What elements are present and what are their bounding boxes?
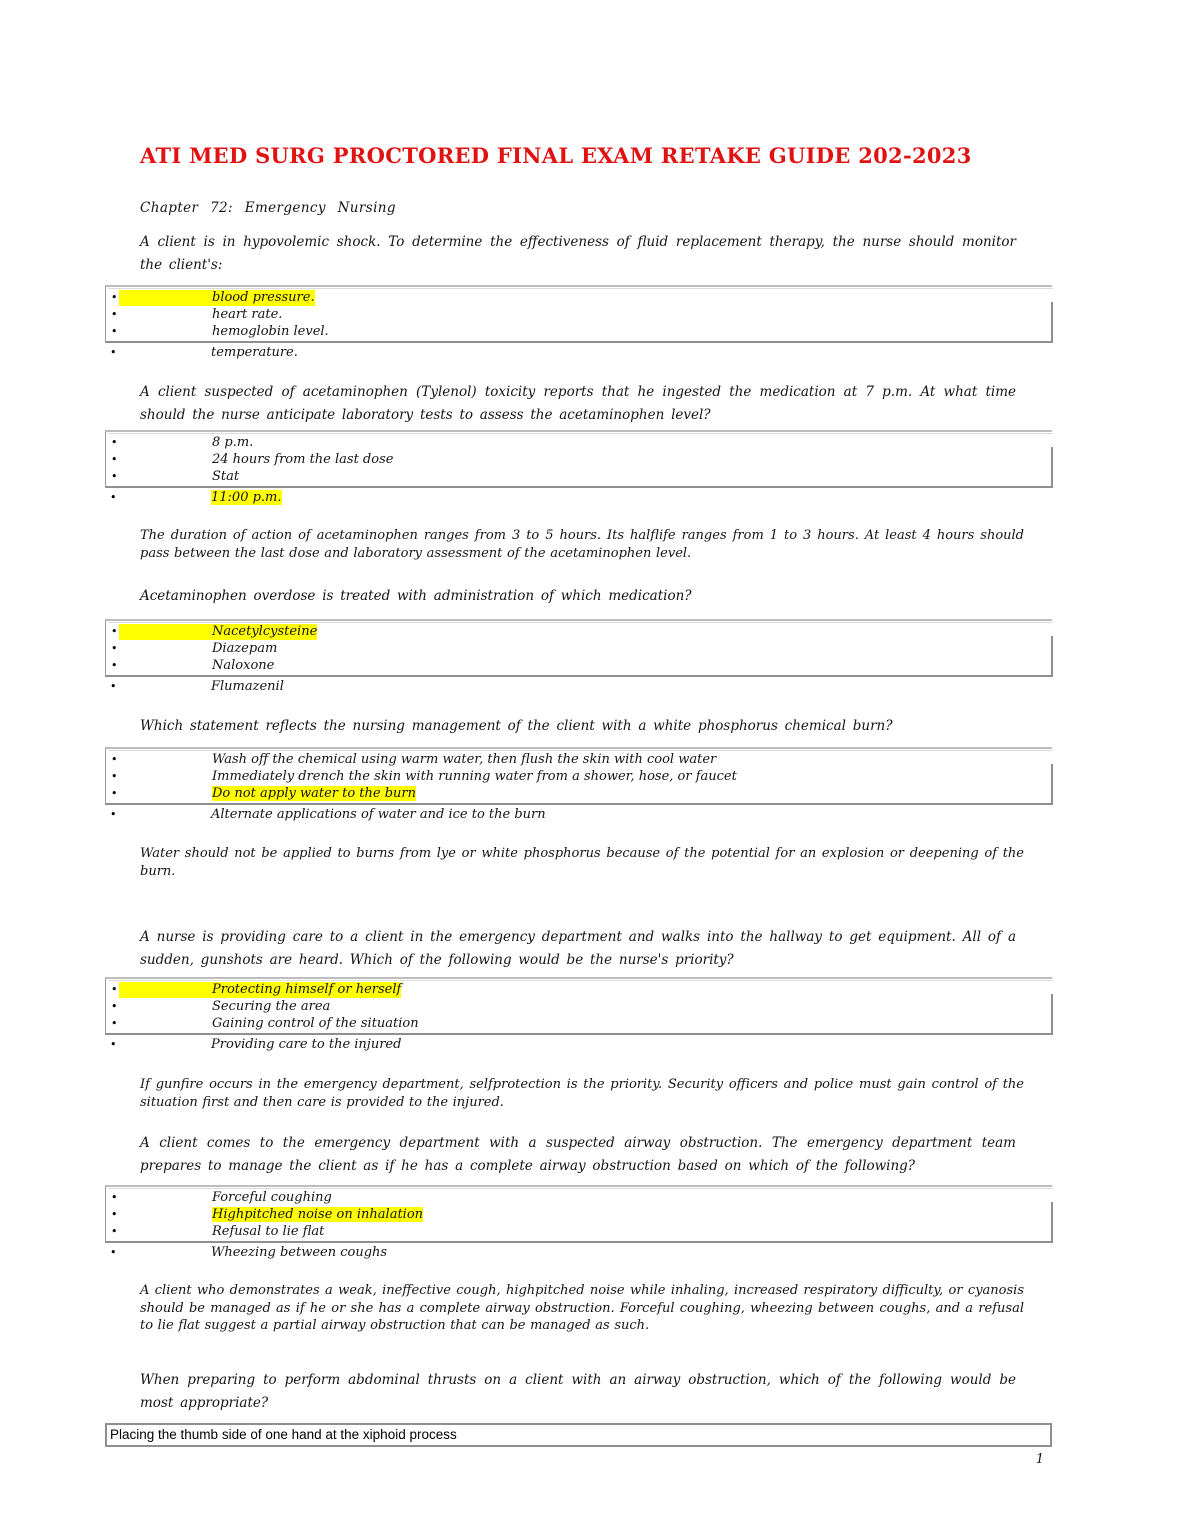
answer-box [105,1423,1052,1447]
answer-option [106,657,1052,674]
options-box [105,619,1052,677]
bullet-icon: • [111,787,118,800]
option-text: Providing care to the injured [211,1036,402,1052]
option-text: 11:00 p.m. [211,489,282,505]
option-text: Nacetylcysteine [212,623,318,639]
answer-options [105,1185,1052,1261]
bullet-icon: • [111,325,118,338]
bullet-icon: • [110,680,117,693]
answer-options [105,430,1052,506]
options-box [105,977,1052,1035]
page-number: 1 [1035,1452,1044,1467]
answer-option [106,998,1052,1015]
chapter-heading: Chapter 72: Emergency Nursing [140,200,396,216]
option-text: 24 hours from the last dose [212,451,394,467]
bullet-icon: • [110,491,117,504]
option-highlight [119,1207,423,1223]
rationale-text: If gunfire occurs in the emergency department, selfprotection is the priority. Security officers and police must gain control of the situation first and then care is provided to the injured. [140,1077,1024,1110]
answer-option [105,489,1052,506]
option-text: Securing the area [212,998,331,1014]
answer-options [105,977,1052,1053]
bullet-icon: • [111,453,118,466]
question-text: A client suspected of acetaminophen (Tylenol) toxicity reports that he ingested the medication at 7 p.m. At what time should the nurse anticipate laboratory tests to assess the acetaminophen level? [140,384,1016,423]
question-text: A client is in hypovolemic shock. To determine the effectiveness of fluid replacement therapy, the nurse should monitor the client's: [140,234,1016,273]
answer-options [105,619,1052,695]
option-highlight [119,1016,419,1032]
bullet-icon: • [111,1208,118,1221]
option-highlight [119,1190,332,1206]
question-text: When preparing to perform abdominal thrusts on a client with an airway obstruction, which of the following would be most appropriate? [140,1371,1016,1411]
rationale-text: The duration of action of acetaminophen ranges from 3 to 5 hours. Its halflife ranges from 1 to 3 hours. At least 4 hours should pass between the last dose and laboratory assessment of the acetaminophen level. [140,528,1024,561]
option-highlight [119,982,401,998]
option-highlight [119,324,329,340]
option-highlight [119,469,239,485]
bullet-icon: • [111,1225,118,1238]
question-text: A client comes to the emergency department with a suspected airway obstruction. The emergency department team prepares to manage the client as if he has a complete airway obstruction based on which of the following? [140,1135,1016,1174]
option-text: Gaining control of the situation [212,1015,419,1031]
option-text: Flumazenil [211,678,284,694]
question-block [105,1132,1052,1335]
answer-option [106,468,1052,485]
bullet-icon: • [110,808,117,821]
bullet-icon: • [111,625,118,638]
option-text: Do not apply water to the burn [212,785,416,801]
rationale-text: A client who demonstrates a weak, ineffective cough, highpitched noise while inhaling, increased respiratory difficulty, or cyanosis should be managed as if he or she has a complete airway obstruction. Forceful coughing, wheezing between coughs, and a refusal to lie flat suggest a partial airway obstruction that can be managed as such. [140,1283,1024,1333]
bullet-icon: • [111,753,118,766]
option-text: Protecting himself or herself [212,981,402,997]
option-highlight [118,1245,387,1261]
bullet-icon: • [111,1017,118,1030]
option-highlight [119,752,716,768]
document-title: ATI MED SURG PROCTORED FINAL EXAM RETAKE GUIDE 202-2023 [140,143,972,168]
answer-option [106,768,1052,785]
option-highlight [119,452,393,468]
option-highlight [119,1224,324,1240]
bullet-icon: • [111,436,118,449]
options-box [105,430,1052,488]
answer-option [105,1036,1052,1053]
bullet-icon: • [111,470,118,483]
bullet-icon: • [111,983,118,996]
answer-option [106,451,1052,468]
option-highlight [118,345,298,361]
answer-options [105,747,1052,823]
answer-option [106,306,1052,323]
option-text: temperature. [211,344,298,360]
answer-option [106,623,1052,640]
option-text: blood pressure. [212,289,315,305]
answer-option [106,640,1052,657]
option-highlight [118,679,284,695]
question-block [105,926,1052,1111]
bullet-icon: • [111,642,118,655]
answer-option [105,678,1052,695]
answer-option [105,1244,1052,1261]
options-box [105,1185,1052,1243]
option-highlight [119,290,315,306]
question-block [105,1369,1052,1447]
option-highlight [119,999,330,1015]
answer-option [105,344,1052,361]
answer-option [106,981,1052,998]
answer-option [106,751,1052,768]
option-text: Diazepam [212,640,278,656]
question-text: Acetaminophen overdose is treated with administration of which medication? [140,588,692,604]
option-text: Refusal to lie flat [212,1223,325,1239]
option-text: Alternate applications of water and ice to the burn [211,806,546,822]
options-box [105,285,1052,343]
question-block [105,381,1052,562]
option-text: Immediately drench the skin with running water from a shower, hose, or faucet [212,768,737,784]
answer-option [106,785,1052,802]
bullet-icon: • [111,1000,118,1013]
answer-box-text: Placing the thumb side of one hand at the xiphoid process [110,1427,457,1442]
question-block [105,231,1052,361]
bullet-icon: • [110,346,117,359]
option-highlight [119,769,737,785]
option-text: heart rate. [212,306,283,322]
answer-option [106,1206,1052,1223]
options-box [105,747,1052,805]
answer-option [106,323,1052,340]
answer-options [105,285,1052,361]
option-text: Highpitched noise on inhalation [212,1206,424,1222]
bullet-icon: • [110,1038,117,1051]
option-text: Stat [212,468,240,484]
rationale-text: Water should not be applied to burns from lye or white phosphorus because of the potential for an explosion or deepening of the burn. [140,846,1024,879]
option-highlight [118,490,282,506]
bullet-icon: • [111,1191,118,1204]
bullet-icon: • [110,1246,117,1259]
option-text: Forceful coughing [212,1189,332,1205]
option-highlight [119,641,277,657]
question-block [105,585,1052,695]
option-text: hemoglobin level. [212,323,329,339]
answer-option [105,806,1052,823]
option-highlight [119,624,317,640]
bullet-icon: • [111,770,118,783]
question-text: A nurse is providing care to a client in the emergency department and walks into the hallway to get equipment. All of a sudden, gunshots are heard. Which of the following would be the nurse's priority? [140,929,1016,968]
option-highlight [118,1037,401,1053]
option-text: Wash off the chemical using warm water, then flush the skin with cool water [212,751,717,767]
bullet-icon: • [111,291,118,304]
bullet-icon: • [111,659,118,672]
option-highlight [119,658,274,674]
answer-option [106,1015,1052,1032]
bullet-icon: • [111,308,118,321]
option-text: 8 p.m. [212,434,254,450]
answer-option [106,1189,1052,1206]
option-highlight [118,807,546,823]
answer-option [106,289,1052,306]
question-text: Which statement reflects the nursing management of the client with a white phosphorus chemical burn? [140,718,893,734]
answer-option [106,1223,1052,1240]
answer-option [106,434,1052,451]
option-highlight [119,786,416,802]
question-block [105,715,1052,880]
option-text: Naloxone [212,657,275,673]
option-highlight [119,435,253,451]
option-text: Wheezing between coughs [211,1244,388,1260]
option-highlight [119,307,282,323]
